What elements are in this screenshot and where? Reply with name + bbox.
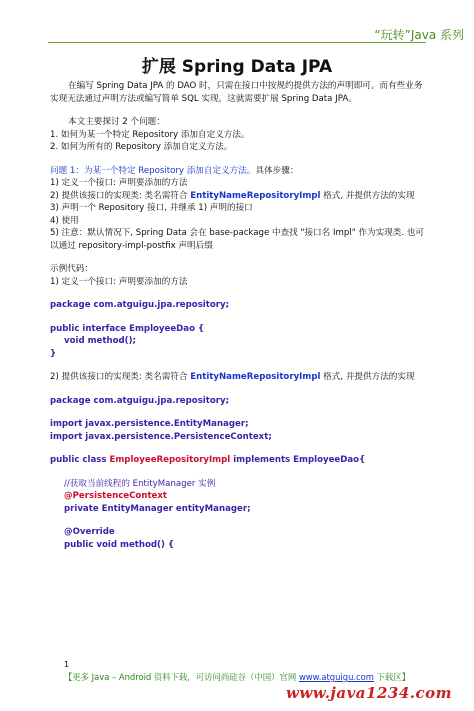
example-step-2-post: 格式, 并提供方法的实现	[320, 372, 415, 382]
example-step-1: 1) 定义一个接口: 声明要添加的方法	[50, 276, 188, 287]
step-3: 3) 声明一个 Repository 接口, 并继承 1) 声明的接口	[50, 203, 253, 213]
document-body	[50, 80, 426, 551]
code-override: @Override	[64, 527, 115, 537]
page-title: 扩展 Spring Data JPA	[141, 57, 333, 77]
intro-paragraph: 在编写 Spring Data JPA 的 DAO 时，只需在接口中按规约提供方法的声明即可。而有些业务实现无法通过声明方法或编写简单 SQL 实现，这就需要扩展 Spring Data JPA。	[50, 81, 423, 104]
problem1-heading	[50, 165, 426, 178]
code-class-name: EmployeeRepositoryImpl	[109, 455, 231, 465]
step-2-post: 格式, 并提供方法的实现	[320, 190, 415, 201]
code-import-2: import javax.persistence.PersistenceContext;	[50, 431, 272, 442]
code-package-2: package com.atguigu.jpa.repository;	[50, 395, 230, 406]
step-2	[50, 190, 426, 203]
code-comment: //获取当前线程的 EntityManager 实例	[64, 478, 216, 489]
code-package-1: package com.atguigu.jpa.repository;	[50, 300, 230, 310]
example-step-2-classname: EntityNameRepositoryImpl	[190, 372, 321, 382]
example-step-2	[50, 371, 426, 384]
example-label: 示例代码：	[50, 264, 93, 274]
question-item-1: 1. 如何为某一个特定 Repository 添加自定义方法。	[50, 129, 250, 140]
code-import-1: import javax.persistence.EntityManager;	[50, 419, 249, 429]
page-number: 1	[64, 660, 70, 669]
step-2-classname: EntityNameRepositoryImpl	[190, 190, 321, 201]
step-5: 5) 注意：默认情况下, Spring Data 会在 base-package 中查找 "接口名 Impl" 作为实现类. 也可以通过 repository-impl-postfix 声明后缀	[50, 228, 425, 251]
footer-post: 下载区】	[373, 672, 411, 682]
watermark: www.java1234.com	[285, 684, 452, 702]
step-2-pre: 2) 提供该接口的实现类: 类名需符合	[50, 190, 191, 201]
code-annotation: @PersistenceContext	[64, 491, 168, 501]
step-4: 4) 使用	[50, 215, 79, 226]
code-method-decl: void method();	[64, 336, 136, 346]
footer-pre: 【更多 Java – Android 资料下载，可访问尚硅谷（中国）官网	[63, 672, 299, 682]
step-1: 1) 定义一个接口: 声明要添加的方法	[50, 178, 188, 188]
footer-link[interactable]: www.atguigu.com	[298, 672, 374, 682]
footer-banner	[0, 671, 474, 683]
code-interface-decl: public interface EmployeeDao {	[50, 323, 205, 334]
problem1-heading-blue: 问题 1：为某一个特定 Repository 添加自定义方法。	[50, 165, 256, 176]
questions-lead: 本文主要探讨 2 个问题：	[68, 117, 165, 127]
header-rule	[48, 42, 426, 43]
code-class-decl	[50, 454, 426, 467]
series-label: “玩转”Java 系列	[374, 28, 464, 42]
code-class-post: implements EmployeeDao{	[230, 455, 366, 465]
problem1-heading-tail: 具体步骤：	[255, 165, 299, 176]
question-item-2: 2. 如何为所有的 Repository 添加自定义方法。	[50, 142, 233, 152]
code-field: private EntityManager entityManager;	[64, 503, 251, 514]
code-method-impl: public void method() {	[64, 539, 175, 550]
code-class-pre: public class	[50, 455, 110, 465]
example-step-2-pre: 2) 提供该接口的实现类: 类名需符合	[50, 372, 191, 382]
code-close-brace: }	[50, 348, 57, 359]
